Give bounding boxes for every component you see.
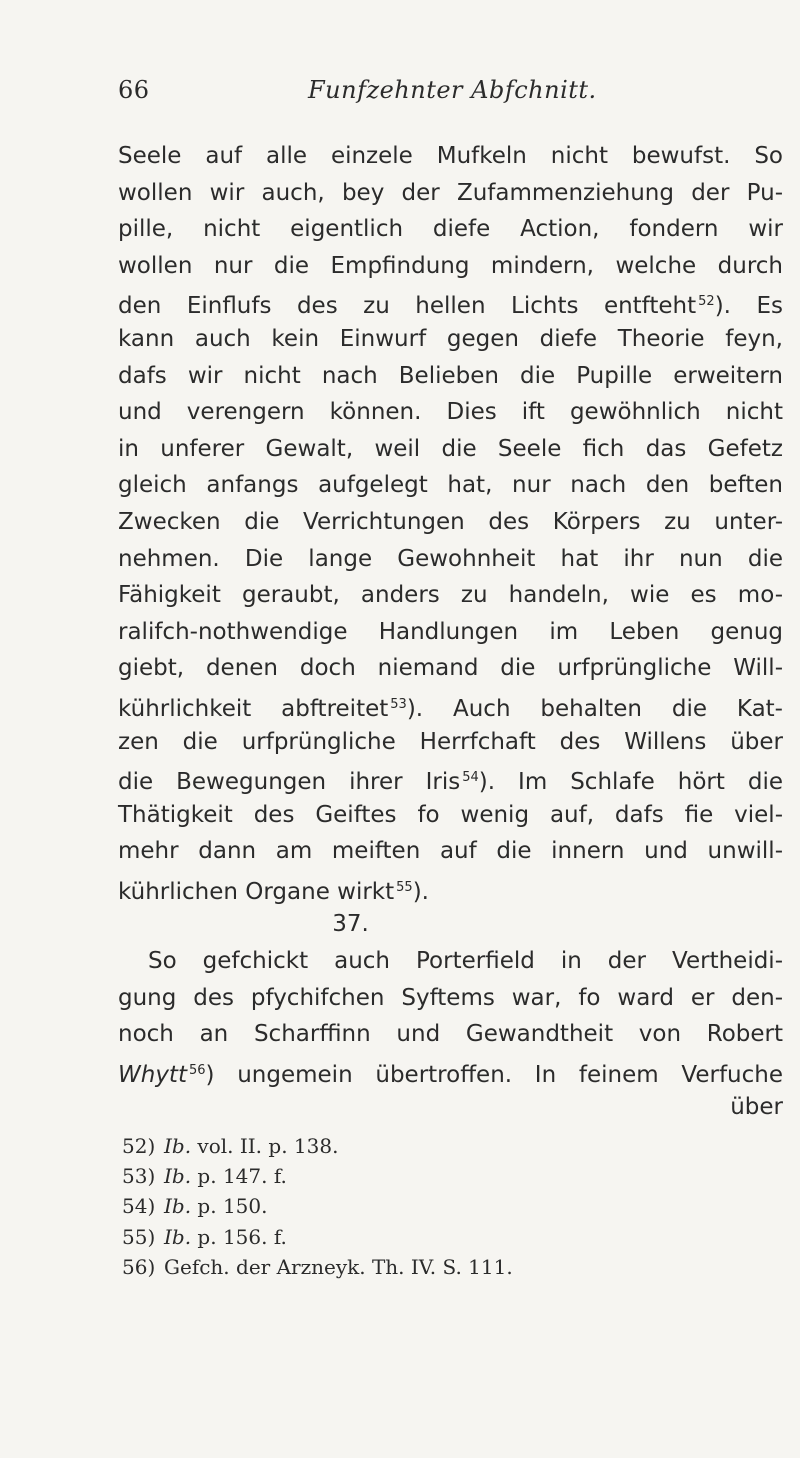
line-text-after: ). Es — [714, 293, 783, 320]
text-line — [118, 394, 783, 431]
line-text-after: ). Im Schlafe hört die — [478, 769, 783, 796]
footnotes — [122, 1131, 513, 1282]
text-line — [118, 358, 783, 395]
line-text: die Bewegungen ihrer Iris — [118, 769, 461, 796]
line-text: Thätigkeit des Geiftes fo wenig auf, dafs fie viel- — [118, 801, 783, 828]
text-line — [118, 504, 783, 541]
text-line — [118, 980, 783, 1017]
text-line — [118, 870, 783, 907]
footnote-ibid: Ib. — [164, 1224, 192, 1249]
text-line — [118, 138, 783, 175]
line-text: gleich anfangs aufgelegt hat, nur nach den beften — [118, 472, 783, 499]
chapter-title: Funfzehnter Abfchnitt. — [308, 76, 597, 104]
text-line — [118, 797, 783, 834]
line-text: den Einflufs des zu hellen Lichts entfteht — [118, 293, 697, 320]
footnote — [122, 1131, 513, 1161]
text-line — [118, 943, 783, 980]
text-line — [118, 248, 783, 285]
line-text: Seele auf alle einzele Mufkeln nicht bewufst. So — [118, 143, 783, 169]
line-text: kann auch kein Einwurf gegen diefe Theorie feyn, — [118, 325, 783, 352]
line-text: noch an Scharffinn und Gewandtheit von Robert — [118, 1021, 783, 1048]
footnote — [122, 1161, 513, 1191]
line-text: kührlichen Organe wirkt — [118, 878, 395, 905]
footnote — [122, 1252, 513, 1282]
text-line — [118, 724, 783, 761]
footnote-number: 52) — [122, 1134, 156, 1158]
line-text: dafs wir nicht nach Belieben die Pupille erweitern — [118, 362, 783, 389]
text-line — [118, 614, 783, 651]
line-text-after: ). Auch behalten die Kat- — [406, 695, 783, 722]
footnote-text: vol. II. p. 138. — [191, 1134, 339, 1158]
text-line — [118, 833, 783, 870]
text-line — [118, 906, 783, 943]
text-line — [118, 431, 783, 468]
line-text: wollen wir auch, bey der Zufammenziehung der Pu- — [118, 179, 783, 206]
footnote — [122, 1222, 513, 1252]
line-text: über — [730, 1094, 783, 1121]
text-line — [118, 577, 783, 614]
text-line — [118, 650, 783, 687]
body-text — [118, 138, 783, 1126]
footnote-marker: 53 — [390, 696, 407, 712]
line-text: So gefchickt auch Porterfield in der Vertheidi- — [148, 948, 783, 975]
footnote-number: 55) — [122, 1224, 156, 1249]
line-text: mehr dann am meiften auf die innern und unwill- — [118, 838, 783, 865]
line-text: Zwecken die Verrichtungen des Körpers zu unter- — [118, 508, 783, 535]
footnote-text: p. 156. f. — [191, 1224, 287, 1249]
footnote-marker: 52 — [698, 294, 715, 310]
text-line — [118, 1053, 783, 1090]
text-line — [118, 1089, 783, 1126]
page-number: 66 — [118, 76, 150, 104]
line-text-after: ). — [412, 878, 429, 905]
line-text: gung des pfychifchen Syftems war, fo ward er den- — [118, 984, 783, 1011]
line-text: pille, nicht eigentlich diefe Action, fondern wir — [118, 216, 783, 243]
text-line — [118, 211, 783, 248]
line-text: in unferer Gewalt, weil die Seele fich das Gefetz — [118, 435, 783, 462]
footnote-ibid: Ib. — [164, 1194, 192, 1219]
line-text: ralifch-nothwendige Handlungen im Leben genug — [118, 618, 783, 645]
line-text-after: ) ungemein übertroffen. In feinem Verfuche — [205, 1061, 783, 1088]
line-text: giebt, denen doch niemand die urfprüngliche Will- — [118, 655, 783, 682]
footnote-text: Gefch. der Arzneyk. Th. IV. S. 111. — [164, 1254, 513, 1279]
text-line — [118, 175, 783, 212]
line-text: kührlichkeit abftreitet — [118, 695, 389, 722]
line-text: Whytt — [118, 1061, 187, 1088]
footnote-text: p. 147. f. — [191, 1164, 287, 1189]
text-line — [118, 321, 783, 358]
text-line — [118, 687, 783, 724]
line-text: nehmen. Die lange Gewohnheit hat ihr nun die — [118, 545, 783, 572]
footnote-marker: 56 — [188, 1062, 206, 1078]
text-line — [118, 541, 783, 578]
footnote-number: 54) — [122, 1194, 156, 1219]
footnote-text: p. 150. — [191, 1194, 268, 1219]
line-text: und verengern können. Dies ift gewöhnlich nicht — [118, 399, 783, 426]
footnote-ibid: Ib. — [164, 1164, 192, 1189]
text-line — [118, 467, 783, 504]
text-line — [118, 1016, 783, 1053]
line-text: 37. — [332, 911, 369, 938]
text-line — [118, 284, 783, 321]
footnote-ibid: Ib. — [164, 1134, 192, 1158]
footnote-number: 56) — [122, 1254, 156, 1279]
line-text: Fähigkeit geraubt, anders zu handeln, wie es mo- — [118, 582, 783, 609]
text-line — [118, 760, 783, 797]
footnote-marker: 54 — [462, 770, 479, 786]
footnote-marker: 55 — [396, 879, 413, 895]
line-text: wollen nur die Empfindung mindern, welche durch — [118, 252, 783, 279]
line-text: zen die urfprüngliche Herrfchaft des Willens über — [118, 728, 783, 755]
footnote-number: 53) — [122, 1164, 156, 1189]
footnote — [122, 1191, 513, 1221]
